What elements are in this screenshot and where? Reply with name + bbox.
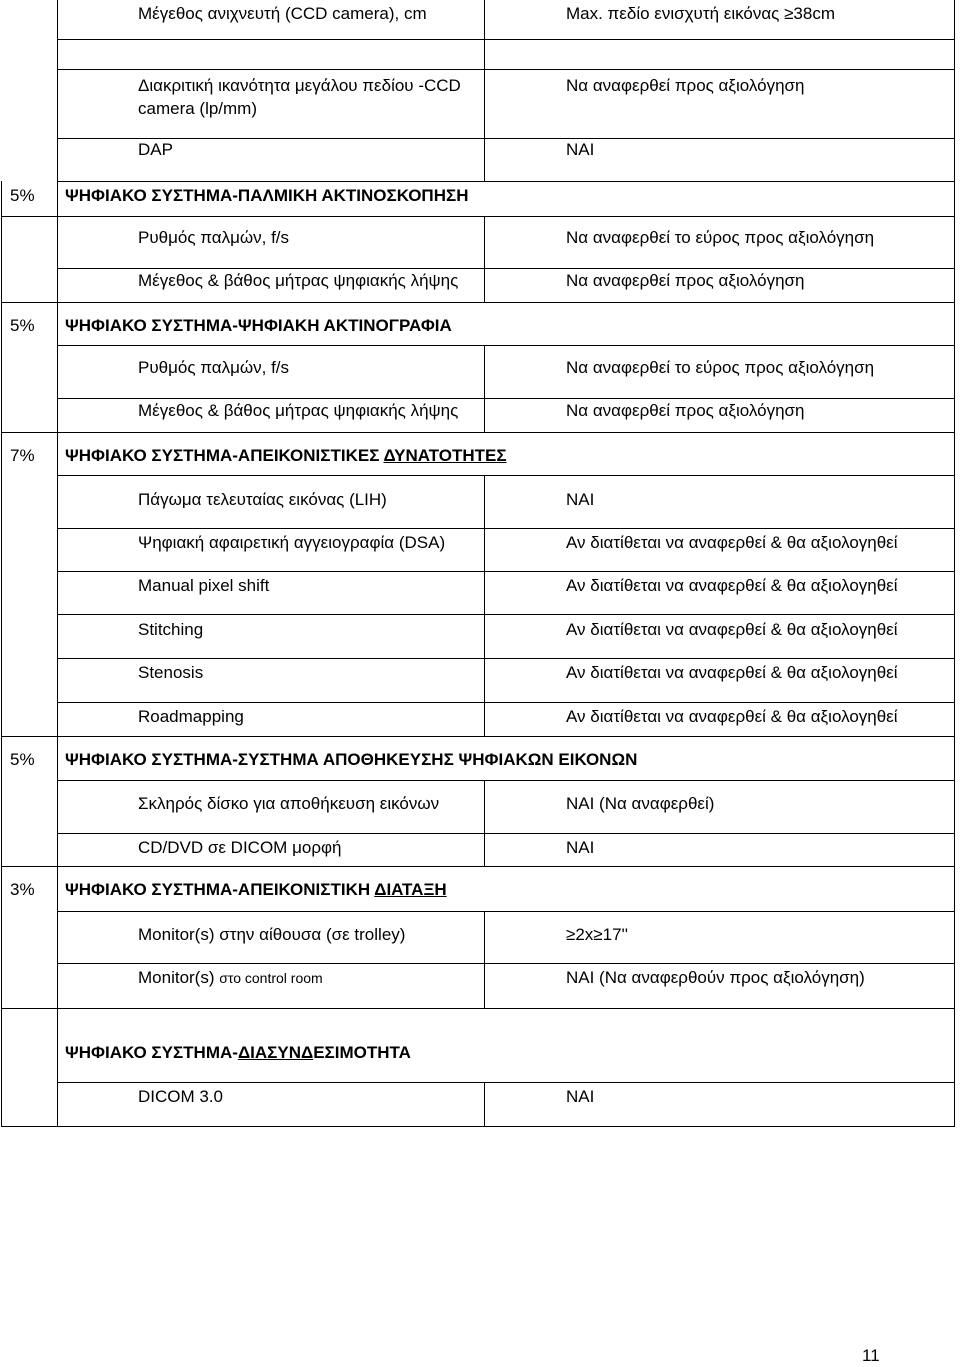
section-title-part3: ΕΣΙΜΟΤΗΤΑ (313, 1043, 411, 1062)
row-value: Αν διατίθεται να αναφερθεί & θα αξιολογηθεί (566, 576, 898, 595)
resolution-value: Να αναφερθεί προς αξιολόγηση (566, 76, 805, 95)
dap-value: ΝΑΙ (566, 140, 595, 159)
section-title (65, 1043, 411, 1063)
row-label: Μέγεθος & βάθος μήτρας ψηφιακής λήψης (138, 401, 459, 420)
resolution-label-line2: camera (lp/mm) (138, 99, 258, 118)
row-value: Αν διατίθεται να αναφερθεί & θα αξιολογηθεί (566, 620, 898, 639)
row-label: Πάγωμα τελευταίας εικόνας (LIH) (138, 490, 387, 509)
row-label: Μέγεθος & βάθος μήτρας ψηφιακής λήψης (138, 271, 459, 290)
row-value: Να αναφερθεί προς αξιολόγηση (566, 401, 805, 420)
section-title (65, 446, 507, 466)
row-value: ΝΑΙ (566, 490, 595, 509)
row-value: Να αναφερθεί προς αξιολόγηση (566, 271, 805, 290)
section-title: ΨΗΦΙΑΚΟ ΣΥΣΤΗΜΑ-ΠΑΛΜΙΚΗ ΑΚΤΙΝΟΣΚΟΠΗΣΗ (65, 186, 469, 205)
row-label-part1: Monitor(s) (138, 968, 220, 987)
row-value: ΝΑΙ (566, 1087, 595, 1106)
row-value: Να αναφερθεί το εύρος προς αξιολόγηση (566, 228, 875, 247)
section-title-part2: ΔΥΝΑΤΟΤΗΤΕΣ (383, 446, 507, 465)
section-percent: 5% (10, 750, 35, 769)
section-title (65, 880, 447, 900)
section-percent: 3% (10, 880, 35, 899)
row-value: Να αναφερθεί το εύρος προς αξιολόγηση (566, 358, 875, 377)
section-title-part2: ΔΙΑΤΑΞΗ (374, 880, 447, 899)
row-label (138, 968, 323, 988)
section-percent: 5% (10, 316, 35, 335)
section-title-part1: ΨΗΦΙΑΚΟ ΣΥΣΤΗΜΑ-ΑΠΕΙΚΟΝΙΣΤΙΚΗ (65, 880, 375, 899)
row-label: DICOM 3.0 (138, 1087, 224, 1106)
row-label: Ρυθμός παλμών, f/s (138, 228, 290, 247)
section-title-part1: ΨΗΦΙΑΚΟ ΣΥΣΤΗΜΑ-ΑΠΕΙΚΟΝΙΣΤΙΚΕΣ (65, 446, 384, 465)
row-label-part2: στο control room (219, 970, 323, 986)
section-percent: 7% (10, 446, 35, 465)
row-value: Αν διατίθεται να αναφερθεί & θα αξιολογηθεί (566, 663, 898, 682)
row-label: CD/DVD σε DICOM μορφή (138, 838, 342, 857)
row-value: ΝΑΙ (Να αναφερθεί) (566, 794, 715, 813)
row-value: ΝΑΙ (Να αναφερθούν προς αξιολόγηση) (566, 968, 865, 987)
row-label: Manual pixel shift (138, 576, 270, 595)
row-label: Ρυθμός παλμών, f/s (138, 358, 290, 377)
ccd-size-label: Μέγεθος ανιχνευτή (CCD camera), cm (138, 4, 427, 23)
section-title-part2: ΔΙΑΣΥΝΔ (237, 1043, 314, 1062)
row-value: Αν διατίθεται να αναφερθεί & θα αξιολογηθεί (566, 533, 898, 552)
section-percent: 5% (10, 186, 35, 205)
resolution-label-line1: Διακριτική ικανότητα μεγάλου πεδίου -CCD (138, 76, 461, 95)
row-label: Stenosis (138, 663, 204, 682)
row-label: Σκληρός δίσκο για αποθήκευση εικόνων (138, 794, 440, 813)
section-title: ΨΗΦΙΑΚΟ ΣΥΣΤΗΜΑ-ΣΥΣΤΗΜΑ ΑΠΟΘΗΚΕΥΣΗΣ ΨΗΦΙΑΚΩΝ ΕΙΚΟΝΩΝ (65, 750, 638, 769)
row-value: Αν διατίθεται να αναφερθεί & θα αξιολογηθεί (566, 707, 898, 726)
row-label: Stitching (138, 620, 204, 639)
row-value: ≥2x≥17'' (566, 925, 629, 944)
row-label: Monitor(s) στην αίθουσα (σε trolley) (138, 925, 406, 944)
row-label: Roadmapping (138, 707, 244, 726)
page-number: 11 (862, 1346, 880, 1365)
row-value: ΝΑΙ (566, 838, 595, 857)
dap-label: DAP (138, 140, 173, 159)
section-title-part1: ΨΗΦΙΑΚΟ ΣΥΣΤΗΜΑ- (65, 1043, 238, 1062)
row-label: Ψηφιακή αφαιρετική αγγειογραφία (DSA) (138, 533, 446, 552)
ccd-size-value: Max. πεδίο ενισχυτή εικόνας ≥38cm (566, 4, 835, 23)
section-title: ΨΗΦΙΑΚΟ ΣΥΣΤΗΜΑ-ΨΗΦΙΑΚΗ ΑΚΤΙΝΟΓΡΑΦΙΑ (65, 316, 452, 335)
